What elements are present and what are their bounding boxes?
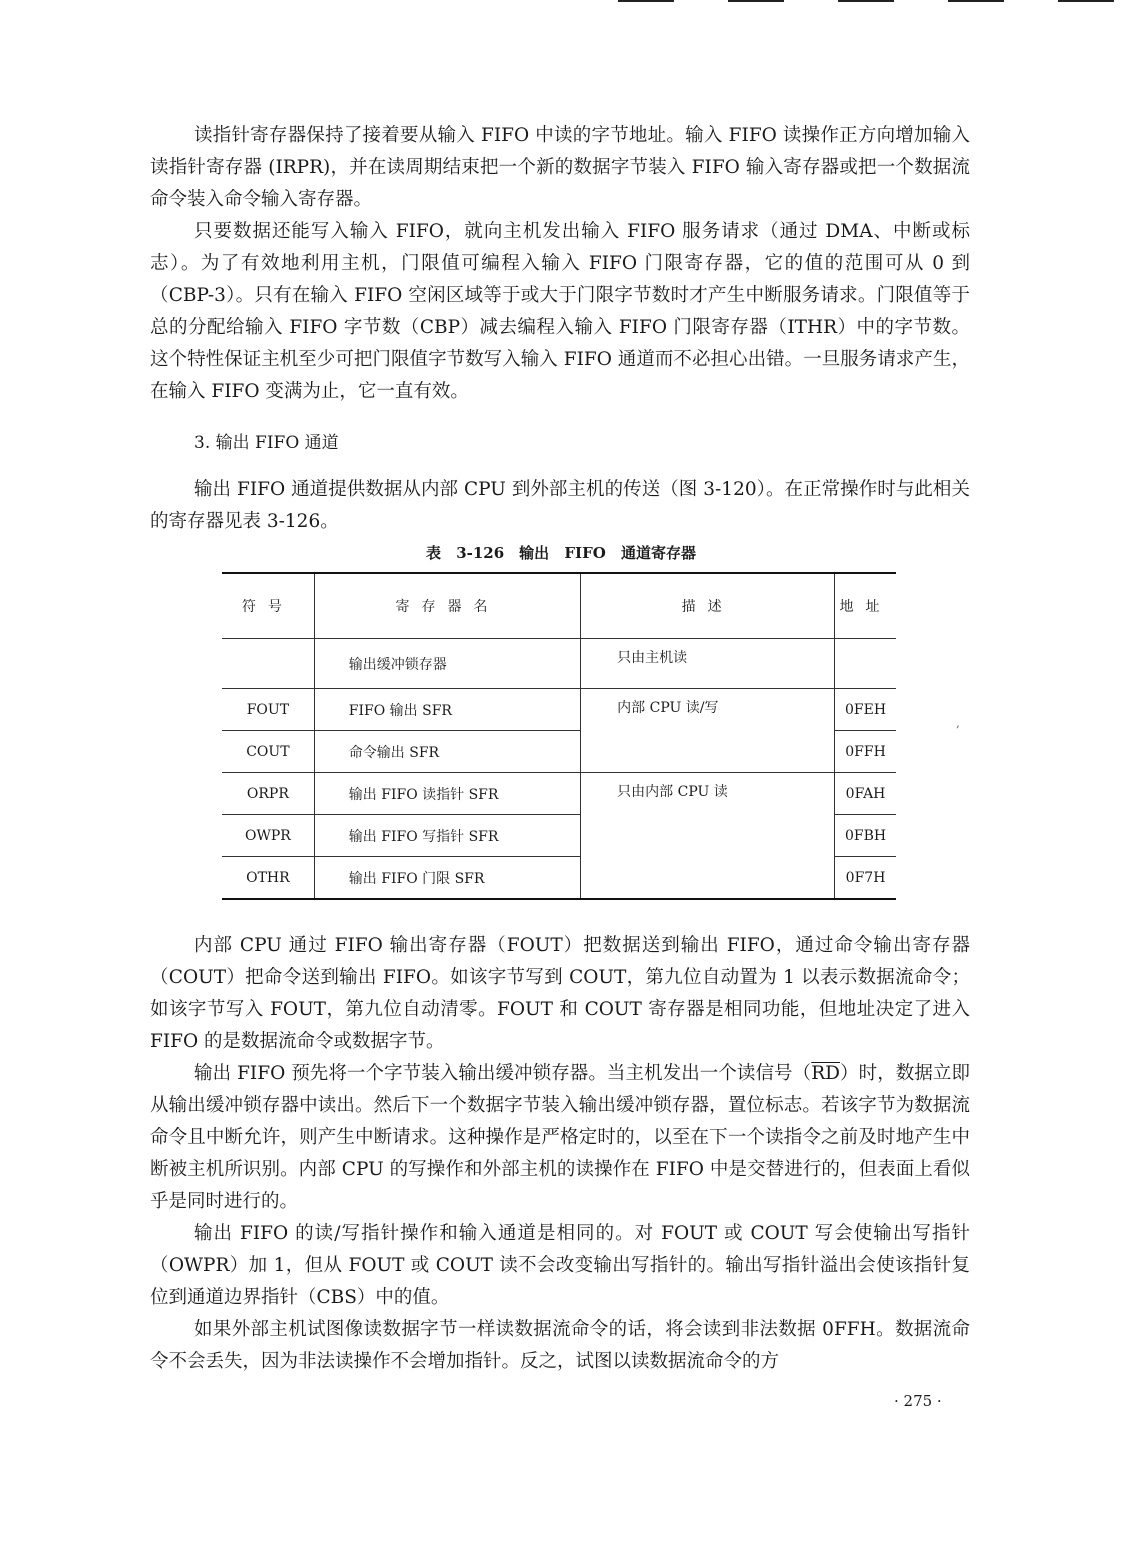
table-row — [222, 773, 896, 815]
rd-signal-label: $\overline{RD}$ — [811, 1063, 840, 1084]
table-row — [222, 689, 896, 731]
header-symbol: 符号 — [222, 573, 314, 639]
section-heading-output-fifo: 3. 输出 FIFO 通道 — [194, 433, 339, 453]
table-header-row — [222, 573, 896, 639]
cell-register-name: 输出 FIFO 读指针 SFR — [314, 773, 580, 815]
paragraph-output-buffer-latch-part2: ）时，数据立即从输出缓冲锁存器中读出。然后下一个数据字节装入输出缓冲锁存器，置位标志。若该字节为数据流命令且中断允许，则产生中断请求。这种操作是严格定时的，以至在下一个读指令之前及时地产生中断被主机所识别。内部 CPU 的写操作和外部主机的读操作在 FIFO 中是交替进行的，但表面上看似乎是同时进行的。 — [150, 1063, 970, 1212]
cell-address: 0FEH — [835, 689, 896, 731]
paragraph-read-pointer: 读指针寄存器保持了接着要从输入 FIFO 中读的字节地址。输入 FIFO 读操作正方向增加输入读指针寄存器 (IRPR)，并在读周期结束把一个新的数据字节装入 FIFO 输入寄存器或把一个数据流命令装入命令输入寄存器。 — [150, 125, 970, 210]
cell-symbol: OWPR — [222, 815, 314, 857]
paragraph-input-fifo-service: 只要数据还能写入输入 FIFO，就向主机发出输入 FIFO 服务请求（通过 DMA、中断或标志）。为了有效地利用主机，门限值可编程入输入 FIFO 门限寄存器，它的值的范围可从 0 到（CBP-3）。只有在输入 FIFO 空闲区域等于或大于门限字节数时才产生中断服务请求。门限值等于总的分配给输入 FIFO 字节数（CBP）减去编程入输入 FIFO 门限寄存器（ITHR）中的字节数。这个特性保证主机至少可把门限值字节数写入输入 FIFO 通道而不必担心出错。一旦服务请求产生，在输入 FIFO 变满为止，它一直有效。 — [150, 221, 970, 402]
cell-register-name: 输出缓冲锁存器 — [314, 639, 580, 689]
cell-address: 0FAH — [835, 773, 896, 815]
output-fifo-register-table — [222, 572, 896, 900]
header-description: 描述 — [581, 573, 835, 639]
top-rule-2 — [728, 0, 784, 2]
top-rule-5 — [1058, 0, 1114, 2]
cell-symbol: ORPR — [222, 773, 314, 815]
header-address: 地址 — [835, 573, 896, 639]
top-rule-4 — [948, 0, 1004, 2]
table-title: 表 3-126 输出 FIFO 通道寄存器 — [425, 544, 697, 562]
cell-address: 0FFH — [835, 731, 896, 773]
paragraph-fout-cout: 内部 CPU 通过 FIFO 输出寄存器（FOUT）把数据送到输出 FIFO，通过命令输出寄存器（COUT）把命令送到输出 FIFO。如该字节写到 COUT，第九位自动置为 1 以表示数据流命令；如该字节写入 FOUT，第九位自动清零。FOUT 和 COUT 寄存器是相同功能，但地址决定了进入 FIFO 的是数据流命令或数据字节。 — [150, 935, 970, 1052]
cell-description: 内部 CPU 读/写 — [581, 689, 835, 773]
cell-symbol: OTHR — [222, 857, 314, 900]
cell-address: 0F7H — [835, 857, 896, 900]
paragraph-illegal-read: 如果外部主机试图像读数据字节一样读数据流命令的话，将会读到非法数据 0FFH。数据流命令不会丢失，因为非法读操作不会增加指针。反之，试图以读数据流命令的方 — [150, 1319, 970, 1372]
paragraph-output-pointer: 输出 FIFO 的读/写指针操作和输入通道是相同的。对 FOUT 或 COUT 写会使输出写指针（OWPR）加 1，但从 FOUT 或 COUT 读不会改变输出写指针的。输出写指针溢出会使该指针复位到通道边界指针（CBS）中的值。 — [150, 1223, 970, 1308]
cell-symbol: COUT — [222, 731, 314, 773]
cell-symbol — [222, 639, 314, 689]
cell-register-name: 输出 FIFO 写指针 SFR — [314, 815, 580, 857]
paragraph-output-fifo-intro: 输出 FIFO 通道提供数据从内部 CPU 到外部主机的传送（图 3-120）。在正常操作时与此相关的寄存器见表 3-126。 — [150, 479, 970, 532]
top-rule-1 — [618, 0, 674, 2]
paragraph-output-buffer-latch — [150, 1058, 970, 1218]
paragraph-output-buffer-latch-part1: 输出 FIFO 预先将一个字节装入输出缓冲锁存器。当主机发出一个读信号（ — [194, 1063, 812, 1084]
page-number: · 275 · — [894, 1392, 942, 1410]
cell-description: 只由内部 CPU 读 — [581, 773, 835, 900]
cell-symbol: FOUT — [222, 689, 314, 731]
cell-address: 0FBH — [835, 815, 896, 857]
cell-register-name: 输出 FIFO 门限 SFR — [314, 857, 580, 900]
scan-mark: , — [956, 716, 960, 730]
cell-register-name: 命令输出 SFR — [314, 731, 580, 773]
top-rule-3 — [838, 0, 894, 2]
cell-address — [835, 639, 896, 689]
cell-description: 只由主机读 — [581, 639, 835, 689]
cell-register-name: FIFO 输出 SFR — [314, 689, 580, 731]
header-register-name: 寄存器名 — [314, 573, 580, 639]
table-row — [222, 639, 896, 689]
